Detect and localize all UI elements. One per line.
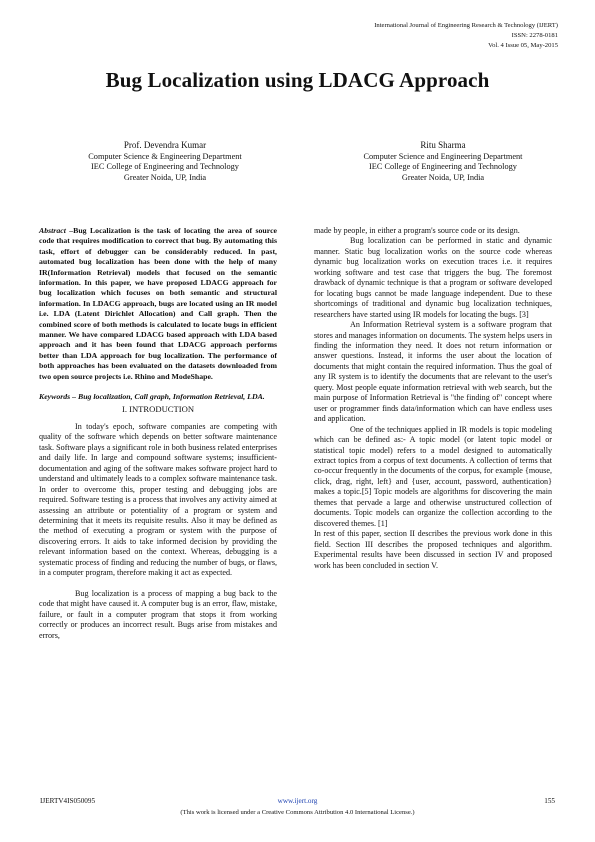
author-department: Computer Science and Engineering Department bbox=[363, 151, 523, 161]
footer-page-number: 155 bbox=[544, 797, 555, 805]
paragraph: One of the techniques applied in IR models is topic modeling which can be defined as:- A topic model (or latent topic model or statistical topic model) refers to a model designed to automatically extract topics from a corpus of text documents. A collection of terms that co-occur frequently in the documents of the corpus, for example {mouse, click, drag, right, left} and {user, account, password, authentication} makes a topic.[5] Topic models are algorithms for discovering the main themes that pervade a large and otherwise unstructured collection of documents. Topic models can organize the collection according to the discovered themes. [1] bbox=[314, 424, 552, 528]
footer-license: (This work is licensed under a Creative Commons Attribution 4.0 International License.) bbox=[180, 809, 415, 816]
footer-url-link[interactable]: www.ijert.org bbox=[277, 797, 318, 805]
keywords-text: – Bug localization, Call graph, Information Retrieval, LDA. bbox=[70, 392, 265, 402]
keywords bbox=[39, 392, 277, 402]
keywords-label: Keywords bbox=[39, 392, 71, 402]
journal-issn: ISSN: 2278-0181 bbox=[511, 32, 558, 40]
journal-header bbox=[374, 21, 558, 52]
journal-volume: Vol. 4 Issue 05, May-2015 bbox=[488, 42, 558, 50]
footer-paper-id: IJERTV4IS050095 bbox=[40, 797, 96, 805]
abstract bbox=[39, 226, 277, 382]
abstract-text: –Bug Localization is the task of locating the area of source code that requires modification to correct that bug. By automating this task, effort of debugger can be considerably reduced. In past, automated bug localization has been done with the help of many IR(Information Retrieval) models that focused on the semantic information. In this paper, we have proposed LDACG approach for bug localization which focuses on both semantic and structural information. In LDACG approach, bugs are located using an IR model i.e. LDA (Latent Dirichlet Allocation) and Call graph. Then the combined score of both methods is calculated to locate bugs in efficient manner. We have compared LDACG based approach with LDA based approach and it has been found that LDACG approach performs better than LDA approach for bug localization. The performance of both approaches has been evaluated on the datasets downloaded from two open source projects i.e. Rhino and ModeShape. bbox=[39, 226, 277, 381]
author-name: Ritu Sharma bbox=[420, 140, 466, 150]
paragraph: In today's epoch, software companies are competing with quality of the software which depends on better software maintenance task. Software plays a significant role in both business related enterprises and daily life. In large and compound software systems; insufficient-documentation and aging of the software makes software project hard to understand and ultimately leads to a complex software maintenance task. In order to overcome this, proper testing and debugging jobs are required. Software testing is a process that involves any activity aimed at assessing an attribute or potentiality of a program or system and determining that it meets its requisite results. Also it may be defined as the method of executing a program or system with the purpose of discovering errors. It aids to take informed decision by providing the relevant information based on the context. Whereas, debugging is a systematic process of finding and reducing the number of bugs, or flaws, in a computer program, therefore making it act as expected. bbox=[39, 421, 277, 578]
author-block-2 bbox=[318, 140, 568, 183]
author-college: IEC College of Engineering and Technology bbox=[369, 162, 517, 172]
paragraph: An Information Retrieval system is a software program that stores and manages information on documents. The system helps users in finding the information they need. It does not return information or answer questions. Instead, it informs the user about the location of documents that might contain the required information. Thus the goal of any IR system is to identify the documents that are relevant to the user's query. Most people equate information retrieval with web search, but the main purpose of Information Retrieval is "the finding of" concept where user or programmer finds data/information which can have endless uses and application. bbox=[314, 320, 552, 424]
journal-name: International Journal of Engineering Research & Technology (IJERT) bbox=[374, 22, 558, 29]
abstract-label: Abstract bbox=[39, 226, 66, 235]
author-location: Greater Noida, UP, India bbox=[123, 172, 207, 182]
author-college: IEC College of Engineering and Technology bbox=[91, 162, 239, 172]
paragraph-continued: made by people, in either a program's source code or its design. bbox=[314, 226, 520, 235]
author-location: Greater Noida, UP, India bbox=[401, 172, 485, 182]
author-block-1 bbox=[40, 140, 290, 183]
author-department: Computer Science & Engineering Department bbox=[88, 151, 242, 161]
paper-title: Bug Localization using LDACG Approach bbox=[105, 68, 490, 92]
section-heading-introduction: I. INTRODUCTION bbox=[121, 403, 195, 414]
right-column bbox=[314, 226, 552, 571]
left-column bbox=[39, 226, 277, 641]
paragraph: In rest of this paper, section II describes the previous work done in this field. Section III describes the proposed techniques and algorithm. Experimental results have been discussed in section IV and proposed work has been concluded in section V. bbox=[314, 529, 552, 570]
author-name: Prof. Devendra Kumar bbox=[123, 140, 207, 150]
paragraph: Bug localization is a process of mapping a bug back to the code that might have caused it. A computer bug is an error, flaw, mistake, failure, or fault in a computer program that stops it from working correctly or produces an incorrect result. Bugs arise from mistakes and errors, bbox=[39, 588, 277, 640]
paragraph: Bug localization can be performed in static and dynamic manner. Static bug localization works on the source code whereas dynamic bug localization works on execution traces i.e. it requires working software and test case that triggers the bug. The foremost drawback of dynamic technique is that a program or software developed for locating bugs cannot be made language independent. Due to these shortcomings of traditional and dynamic bug localization techniques, researchers have started using IR models for locating the bugs. [3] bbox=[314, 236, 552, 319]
